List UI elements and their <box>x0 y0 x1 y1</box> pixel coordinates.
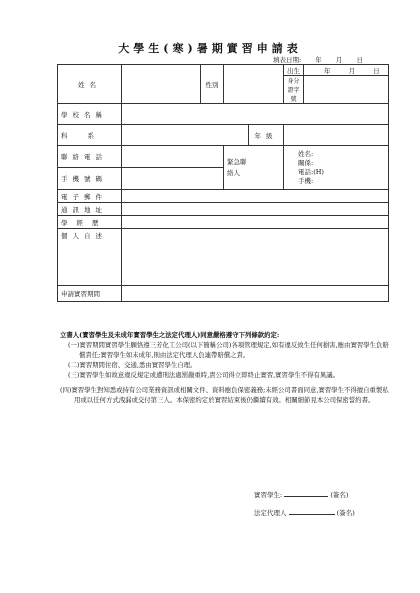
fill-date-day: 日 <box>356 56 363 64</box>
ec-name: 姓名: <box>298 149 314 158</box>
address-label: 通訊地址 <box>58 203 122 216</box>
emergency-label <box>224 146 284 190</box>
student-signature <box>254 490 348 499</box>
grade-label: 年級 <box>249 125 284 146</box>
period-label: 申請實習期間 <box>58 286 122 302</box>
student-sign-seal: (簽名) <box>330 491 349 499</box>
emergency-contact-field[interactable] <box>284 146 389 190</box>
grade-field[interactable] <box>284 125 389 146</box>
fill-date-year: 年 <box>315 56 322 64</box>
guardian-sign-line[interactable] <box>289 508 335 515</box>
period-field[interactable] <box>122 286 389 302</box>
school-field[interactable] <box>122 104 389 125</box>
student-sign-label: 實習學生: <box>254 491 283 499</box>
education-label: 學經歷 <box>58 216 122 229</box>
fill-date-label: 填表日期: <box>273 56 302 64</box>
agreement-heading: 立書人(實習學生及未成年實習學生之法定代理人)同意嚴格遵守下列條款約定: <box>60 331 280 339</box>
gender-label: 性別 <box>201 65 224 104</box>
statement-label: 個人自述 <box>58 229 122 286</box>
id-no-label: 身分證字號 <box>284 76 304 104</box>
guardian-sign-label: 法定代理人 <box>254 509 287 517</box>
mobile-field[interactable] <box>122 168 224 190</box>
emergency-label-text: 緊急聯絡人 <box>227 157 247 177</box>
ec-relation: 關係: <box>298 158 314 167</box>
birth-field[interactable] <box>304 65 389 76</box>
agreement-section <box>60 331 390 405</box>
email-label: 電子郵件 <box>58 190 122 203</box>
fill-date-month: 月 <box>335 56 343 64</box>
education-field[interactable] <box>122 216 389 229</box>
school-label: 學校名稱 <box>58 104 122 125</box>
fill-date <box>273 55 363 64</box>
birth-month: 月 <box>348 66 356 75</box>
birth-year: 年 <box>324 66 331 75</box>
agreement-item-2: (二)實習期間住宿、交通,悉由實習學生自理。 <box>68 360 197 369</box>
name-field[interactable] <box>122 65 201 104</box>
agreement-item-1: (一)實習期間實習學生願恪遵三芳化工公司(以下簡稱公司)各項管理規定,如有違反致生任何損害,應由實習學生負賠償責任;實習學生如未成年,則由法定代理人負連帶賠償之責。 <box>68 341 389 359</box>
ec-phone: 電話:(H) <box>298 167 324 176</box>
birth-label: 出生 <box>284 65 304 76</box>
guardian-signature <box>254 508 355 517</box>
email-field[interactable] <box>122 190 389 203</box>
birth-day: 日 <box>373 66 380 75</box>
gender-field[interactable] <box>224 65 284 104</box>
agreement-item-4: (四)實習學生對知悉或持有公司業務資訊或相關文件、資料應負保密義務;未經公司書面同意,實習學生不得擅自重製私用或以任何方式洩漏或交付第三人。本保密約定於實習結束後仍繼續有效。相關細節見本公司保密誓約書。 <box>60 386 389 404</box>
application-form-table <box>57 64 389 302</box>
form-title: 大學生(寒)暑期實習申請表 <box>118 42 302 55</box>
department-field[interactable] <box>122 125 249 146</box>
address-field[interactable] <box>122 203 389 216</box>
department-label: 科系 <box>58 125 122 146</box>
agreement-item-3: (三)實習學生如故意違反規定或遭刑法處罰嚴重時,貴公司得立即終止實習,實習學生不得有異議。 <box>68 371 340 380</box>
phone-field[interactable] <box>122 146 224 168</box>
statement-field[interactable] <box>122 229 389 286</box>
student-sign-line[interactable] <box>284 490 328 497</box>
name-label: 姓名 <box>58 65 122 104</box>
ec-mobile: 手機: <box>298 176 314 185</box>
phone-label: 聯絡電話 <box>58 146 122 168</box>
id-no-field[interactable] <box>304 76 389 104</box>
mobile-label: 手機號碼 <box>58 168 122 190</box>
guardian-sign-seal: (簽名) <box>336 509 355 517</box>
